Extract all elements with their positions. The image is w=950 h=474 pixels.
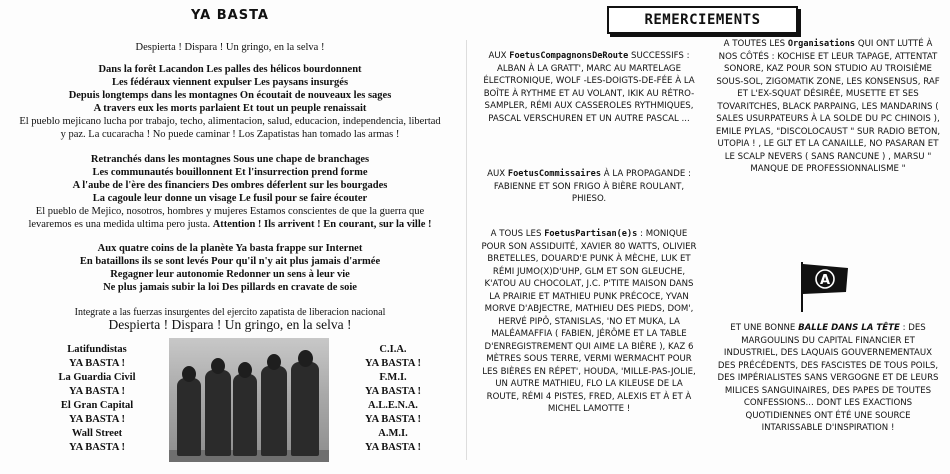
thanks-prefix: A TOUS LES [490, 229, 542, 239]
stanza-3 [14, 242, 446, 294]
verse-line [14, 192, 446, 205]
verse-text: Ne plus jamais subir la loi Des pillards en cravate de soie [103, 282, 357, 293]
thanks-body: : MONIQUE POUR SON ASSIDUITÉ, XAVIER 80 WATTS, OLIVIER BRETELLES, DOUARD'E PUNK À MÈCHE, LUK ET RÉMI JUMO(X)D'UHP, GLM ET SON GLEUCHE, K'ATOU AU CHOCOLAT, J.C. P'TITE MAISON DANS LA PRAIRIE ET MATHIEU PUNK PRÉCOCE, YVAN MORVE D'ABJECTRE, MATHIEU DES PIEDS, DOM', HERVÉ PIPÔ, STANISLAS, 'NO ET MUKA, LA MALÉAMAFFIA ( FABIEN, JÉRÔME ET LA TABLE D'ENREGISTREMENT QUI AIME LA BIÈRE ), KAZ 6 MÈTRES SOUS TERRE, VERMI WERMACHT POUR LES BIÈRES EN RÉPET', HOUDA, 'MILLE-PAS-JOLIE, UN AUTRE MATHIEU, FLO LA KILEUSE DE LA ROUTE, RÉMI 4 PISTES, FRED, ALEXIS ET À ET À MICHEL LAMOTTE ! [481, 229, 697, 414]
chant-line: YA BASTA ! [364, 386, 422, 397]
chant-line: YA BASTA ! [364, 442, 422, 453]
verse-line [14, 128, 446, 141]
verse-line [14, 166, 446, 179]
group-name: FoetusPartisan(e)s [544, 229, 638, 239]
thanks-commissaires [478, 168, 700, 206]
thanks-prefix: A TOUTES LES [723, 39, 786, 49]
verse-text: Les fédéraux viennent expulser Les paysans insurgés [111, 77, 349, 88]
verse-line [14, 76, 446, 89]
anarchist-flag-icon [796, 258, 852, 314]
emphasis-text: BALLE DANS LA TÊTE [798, 323, 900, 333]
thanks-companions [478, 50, 700, 125]
verse-line [14, 281, 446, 294]
zapatista-photo [169, 338, 329, 462]
verse-line [14, 63, 446, 76]
verse-line [14, 205, 446, 218]
verse-text: Depuis longtemps dans les montagnes On écoutait de nouveaux les sages [68, 90, 392, 101]
verse-text: A travers eux les morts parlaient Et tout un peuple renaissait [93, 103, 367, 114]
group-name: Organisations [787, 39, 856, 49]
chant-line: YA BASTA ! [68, 442, 126, 453]
left-page [0, 0, 460, 474]
thanks-prefix: ET UNE BONNE [730, 323, 796, 333]
verse-text: La cagoule leur donne un visage Le fusil pour se faire écouter [92, 193, 368, 204]
chant-line: YA BASTA ! [68, 414, 126, 425]
flag-letter: A [819, 273, 831, 288]
chant-line: YA BASTA ! [68, 358, 126, 369]
chant-line: El Gran Capital [60, 400, 134, 411]
group-name: FoetusCommissaires [507, 169, 602, 179]
page-fold [466, 40, 467, 460]
thanks-prefix: AUX [487, 169, 506, 179]
chant-line: Wall Street [71, 428, 123, 439]
verse-text: El pueblo de Mejico, nosotros, hombres y mujeres Estamos conscientes de que la guerra que [35, 206, 425, 217]
verse-text: y paz. La cucaracha ! No puede caminar ! Los Zapatistas han tomado las armas ! [60, 129, 400, 140]
thanks-organisations [714, 38, 942, 176]
verse-line [14, 242, 446, 255]
song-subtitle: Despierta ! Dispara ! Un gringo, en la selva ! [135, 42, 325, 53]
thanks-body: : DES MARGOULINS DU CAPITAL FINANCIER ET INDUSTRIEL, DES LAQUAIS GOUVERNEMENTAUX DES PRÉCÉDENTS, DES FASCISTES DE TOUS POILS, DES IMPÉRIALISTES SANS VERGOGNE ET DE LEURS MILICES SANGUINAIRES, DES PAPES DE TOUTES CONFESSIONS... DONT LES EXACTIONS QUOTIDIENNES ONT ÉTÉ UNE SOURCE INTARISSABLE D'INSPIRATION ! [717, 323, 939, 433]
chant-line: YA BASTA ! [68, 386, 126, 397]
verse-line [14, 115, 446, 128]
chant-line: C.I.A. [379, 344, 407, 355]
verse-text: levaremos es una medida ultima pero justa. [28, 219, 211, 230]
verse-line [14, 218, 446, 231]
verse-text: Les communautés bouillonnent Et l'insurrection prend forme [92, 167, 368, 178]
thanks-body: À LA PROPAGANDE : FABIENNE ET SON FRIGO À BIÈRE ROULANT, PHIESO. [493, 169, 691, 204]
refrain-line: Despierta ! Dispara ! Un gringo, en la selva ! [108, 317, 352, 332]
chant-line: La Guardia Civil [58, 372, 136, 383]
right-page [470, 0, 950, 474]
verse-text: El pueblo mejicano lucha por trabajo, techo, alimentacion, salud, educacion, independencia, libertad [19, 116, 441, 127]
chant-line: YA BASTA ! [364, 358, 422, 369]
thanks-enemies [714, 322, 942, 435]
stanza-2 [14, 153, 446, 231]
thanks-body: SUCCESSIFS : ALBAN À LA GRATT', MARC AU MARTELAGE ÉLECTRONIQUE, WOLF -LES-DOIGTS-DE-FÉE À LA BOÎTE À RYTHME ET AU VOLANT, IKIK AU RÉTRO-SAMPLER, RÉMI AUX CASSEROLES RYTHMIQUES, PASCAL VERSCHUREN ET UN AUTRE PASCAL ... [483, 51, 695, 124]
thanks-title: REMERCIEMENTS [607, 6, 798, 34]
chant-line: A.L.E.N.A. [368, 400, 418, 411]
verse-line [14, 102, 446, 115]
verse-line [14, 255, 446, 268]
verse-line [14, 179, 446, 192]
chant-line: F.M.I. [379, 372, 407, 383]
verse-line [14, 89, 446, 102]
verse-text: A l'aube de l'ère des financiers Des ombres déferlent sur les bourgades [72, 180, 388, 191]
chant-list-left [42, 343, 152, 455]
chant-line: Latifundistas [67, 344, 127, 355]
chant-line: A.M.I. [378, 428, 408, 439]
thanks-prefix: AUX [488, 51, 507, 61]
intro-line: Integrate a las fuerzas insurgentes del ejercito zapatista de liberacion nacional [74, 307, 386, 318]
verse-text: Retranchés dans les montagnes Sous une chape de branchages [90, 154, 370, 165]
verse-text: Dans la forêt Lacandon Les palles des hélicos bourdonnent [98, 64, 362, 75]
verse-line [14, 153, 446, 166]
verse-text: Regagner leur autonomie Redonner un sens à leur vie [110, 269, 350, 280]
thanks-body: QUI ONT LUTTÉ À NOS CÔTÉS : KOCHISE ET LEUR TAPAGE, ATTENTAT SONORE, KAZ POUR SON STUDIO AU TROISIÈME SOUS-SOL, ZIGOMATIK ZONE, LES KONSENSUS, RAF ET L'EX-SQUAT DÉSIRÉE, MUSETTE ET SES TOVARITCHES, BLACK PARPAING, LES MANDARINS ( SALES USURPATEURS À LA SOLDE DU PC CHINOIS ), EMILE PYLAS, "DISCOLOCAUST " SUR RADIO BETON, UTOPIA ! , LE GLT ET LA CANAILLE, NO PASARAN ET LE SCALP NEVERS ( SANS RANCUNE ) , MARSU " MANQUE DE PROFESSIONNALISME " [715, 39, 941, 174]
thanks-partisans [478, 228, 700, 416]
chant-line: YA BASTA ! [364, 414, 422, 425]
song-title: YA BASTA [190, 8, 269, 23]
stanza-1 [14, 63, 446, 141]
group-name: FoetusCompagnonsDeRoute [509, 51, 629, 61]
verse-line [14, 268, 446, 281]
verse-text: Aux quatre coins de la planète Ya basta frappe sur Internet [97, 243, 363, 254]
chant-list-right [338, 343, 448, 455]
verse-tail: Attention ! Ils arrivent ! En courant, sur la ville ! [212, 219, 432, 230]
verse-text: En bataillons ils se sont levés Pour qu'il n'y ait plus jamais d'armée [79, 256, 381, 267]
